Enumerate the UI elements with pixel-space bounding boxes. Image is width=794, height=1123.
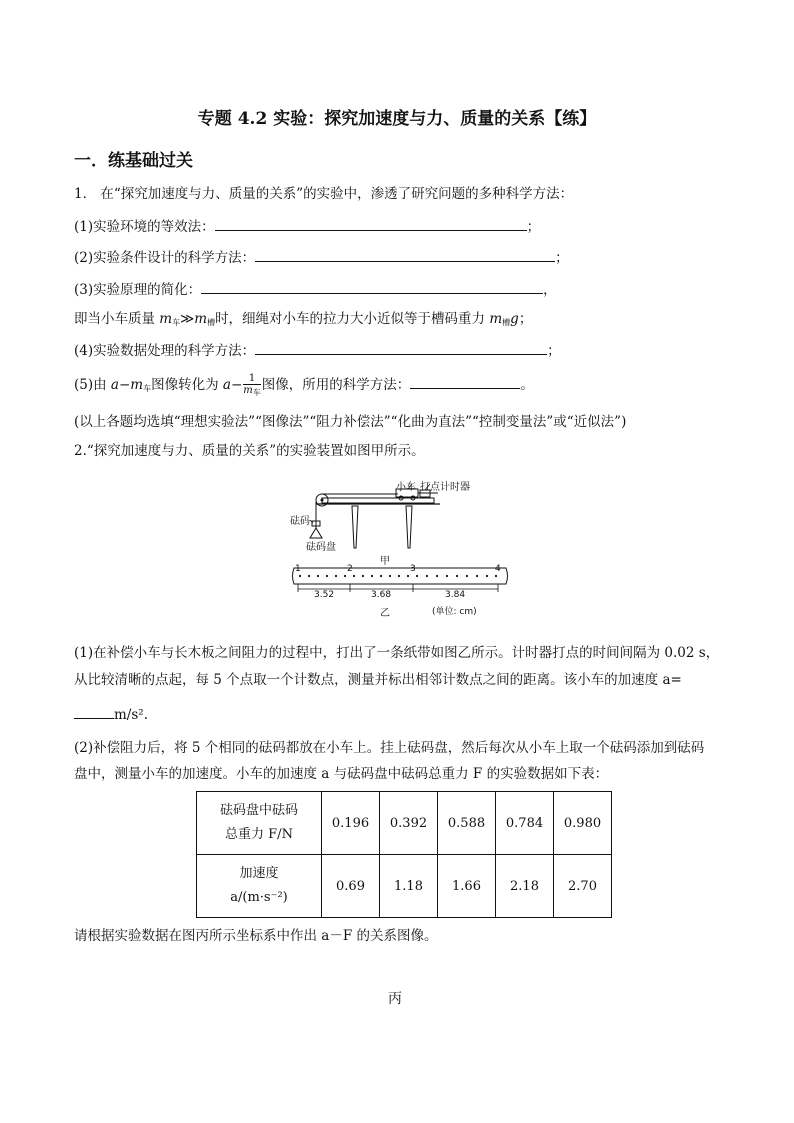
q1-part1: (1)实验环境的等效法： ；	[74, 216, 540, 237]
data-table	[196, 791, 612, 918]
label-car: 小车	[396, 482, 416, 493]
fraction: $\frac{1}{m_车}$	[243, 373, 261, 397]
q2-instruction: 请根据实验数据在图丙所示坐标系中作出 a－F 的关系图像。	[74, 928, 438, 944]
tape-dots	[299, 575, 497, 577]
answer-blank[interactable]	[74, 704, 114, 719]
page-title: 专题 4.2 实验：探究加速度与力、质量的关系【练】	[197, 109, 597, 129]
tape-distance-1: 3.52	[314, 590, 335, 600]
answer-blank[interactable]	[255, 247, 555, 262]
label-jia: 甲	[380, 556, 390, 567]
table-cell: 0.588	[438, 792, 496, 855]
table-cell: 0.196	[322, 792, 380, 855]
tape-point-1: 1	[295, 564, 301, 574]
table-cell: 2.18	[496, 855, 554, 918]
q1-part2: (2)实验条件设计的科学方法： ；	[74, 247, 569, 268]
tape-distance-2: 3.68	[371, 590, 392, 600]
tape-point-4: 4	[495, 564, 501, 574]
q1-part4: (4)实验数据处理的科学方法： ；	[74, 340, 561, 361]
q2-part1-line3: m/s².	[74, 704, 148, 725]
table-cell: 0.784	[496, 792, 554, 855]
table-row-header: 砝码盘中砝码 总重力 F/N	[197, 792, 322, 855]
table-cell: 1.66	[438, 855, 496, 918]
answer-blank[interactable]	[410, 374, 520, 389]
table-row	[197, 855, 612, 918]
tape-unit: (单位: cm)	[432, 607, 477, 617]
answer-blank[interactable]	[201, 279, 543, 294]
label-timer: 打点计时器	[420, 482, 470, 493]
q2-part2-line1: (2)补偿阻力后，将 5 个相同的砝码都放在小车上。挂上砝码盘，然后每次从小车上取一个砝码添加到砝码	[74, 740, 705, 756]
answer-blank[interactable]	[215, 216, 527, 231]
figure-label-bing: 丙	[388, 991, 402, 1007]
table-cell: 0.980	[554, 792, 612, 855]
table-cell: 1.18	[380, 855, 438, 918]
table-cell: 0.392	[380, 792, 438, 855]
q2-stem: 2.“探究加速度与力、质量的关系”的实验装置如图甲所示。	[74, 443, 425, 459]
q1-part5: (5)由 $a-m_车$图像转化为 a− $\frac{1}{m_车}$ 图像，所用的科学方法： 。	[74, 373, 534, 397]
q2-part1-line1: (1)在补偿小车与长木板之间阻力的过程中，打出了一条纸带如图乙所示。计时器打点的时间间隔为 0.02 s，	[74, 645, 720, 661]
q1-options: (以上各题均选填“理想实验法”“图像法”“阻力补偿法”“化曲为直法”“控制变量法”或“近似法”)	[74, 414, 627, 430]
label-pan: 砝码盘	[306, 542, 336, 553]
label-weight: 砝码	[290, 516, 310, 527]
tape-point-2: 2	[347, 564, 353, 574]
tape-point-3: 3	[410, 564, 416, 574]
table-cell: 2.70	[554, 855, 612, 918]
tape-distance-3: 3.84	[445, 590, 466, 600]
table-row-header: 加速度 a/(m·s⁻²)	[197, 855, 322, 918]
q1-part3: (3)实验原理的简化： ，	[74, 279, 557, 300]
answer-blank[interactable]	[255, 340, 547, 355]
q1-part3-note: 即当小车质量 $m_车≫m_槽$时，细绳对小车的拉力大小近似等于槽码重力 $m_槽g$；	[74, 311, 533, 327]
q2-part2-line2: 盘中，测量小车的加速度。小车的加速度 a 与砝码盘中砝码总重力 F 的实验数据如下表：	[74, 766, 609, 782]
q2-part1-line2: 从比较清晰的点起，每 5 个点取一个计数点，测量并标出相邻计数点之间的距离。该小车的加速度 a=	[74, 672, 682, 688]
label-yi: 乙	[380, 608, 390, 619]
section-heading: 一．练基础过关	[74, 151, 193, 171]
apparatus-figure	[280, 476, 516, 618]
q1-stem: 1． 在“探究加速度与力、质量的关系”的实验中，渗透了研究问题的多种科学方法：	[74, 186, 574, 202]
table-row	[197, 792, 612, 855]
table-cell: 0.69	[322, 855, 380, 918]
